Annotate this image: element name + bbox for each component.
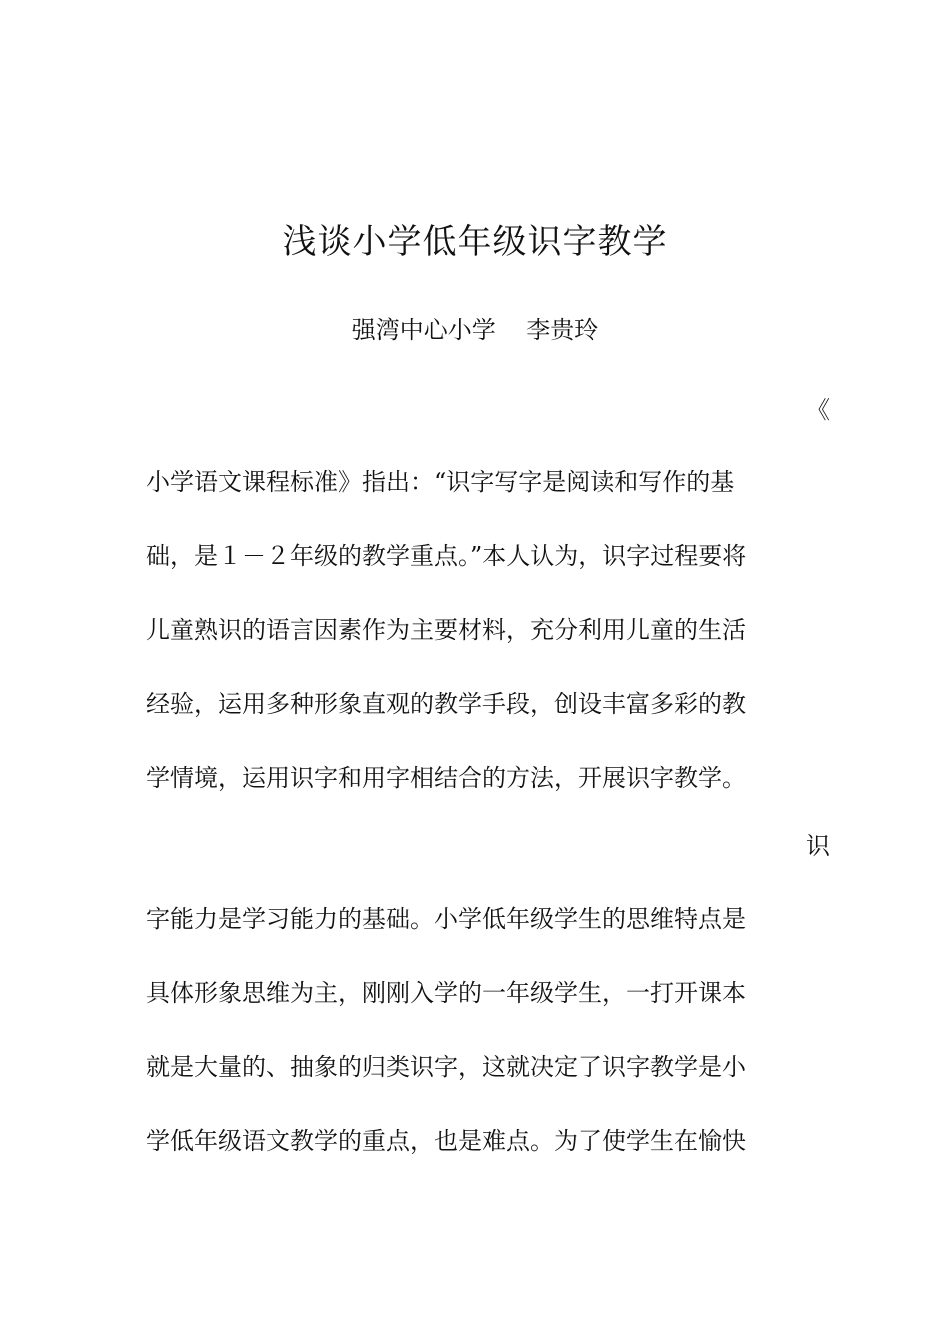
- paragraph-1-line: 础，是１－２年级的教学重点。”本人认为，识字过程要将: [146, 542, 747, 570]
- paragraph-1: [146, 465, 806, 835]
- paragraph-1-line: 学情境，运用识字和用字相结合的方法，开展识字教学。: [146, 764, 746, 792]
- paragraph-2-line: 字能力是学习能力的基础。小学低年级学生的思维特点是: [146, 905, 746, 933]
- paragraph-1-line: 小学语文课程标准》指出：“识字写字是阅读和写作的基: [146, 468, 735, 496]
- paragraph-1-line: 儿童熟识的语言因素作为主要材料，充分利用儿童的生活: [146, 616, 746, 644]
- paragraph-1-line: 经验，运用多种形象直观的教学手段，创设丰富多彩的教: [146, 690, 746, 718]
- paragraph-1-lead-char: 《: [806, 396, 830, 424]
- author-byline: 强湾中心小学 李贵玲: [351, 316, 599, 344]
- paragraph-2-line: 具体形象思维为主，刚刚入学的一年级学生，一打开课本: [146, 979, 746, 1007]
- paragraph-2-lead-char: 识: [806, 832, 830, 860]
- document-title: 浅谈小学低年级识字教学: [282, 222, 668, 262]
- paragraph-2-line: 学低年级语文教学的重点，也是难点。为了使学生在愉快: [146, 1127, 746, 1155]
- paragraph-2-line: 就是大量的、抽象的归类识字，这就决定了识字教学是小: [146, 1053, 746, 1081]
- paragraph-2: [146, 902, 806, 1198]
